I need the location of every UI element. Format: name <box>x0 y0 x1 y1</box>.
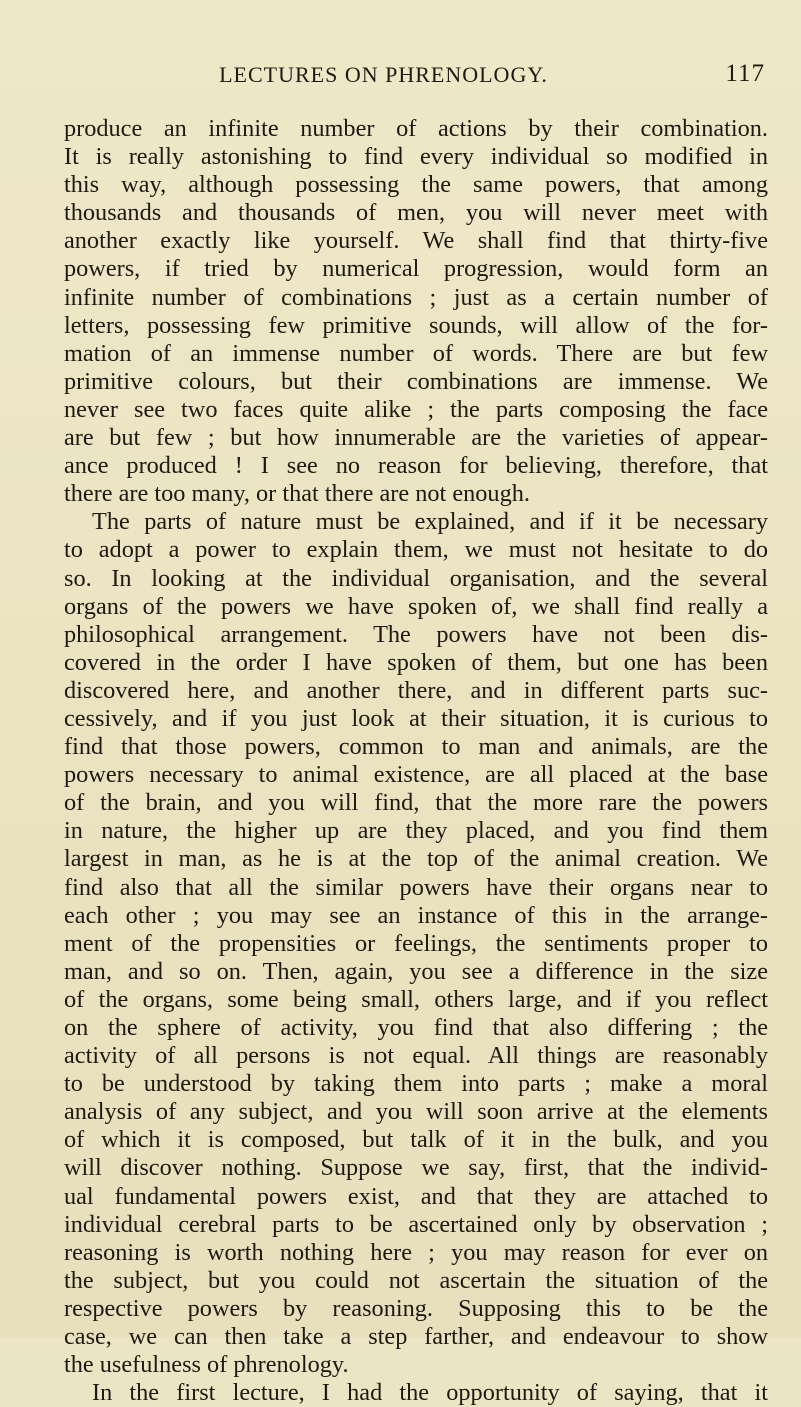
text-line: so. In looking at the individual organisation, and the several <box>64 564 768 592</box>
text-line: this way, although possessing the same powers, that among <box>64 171 768 199</box>
text-line: It is really astonishing to find every individual so modified in <box>64 143 768 171</box>
text-line: powers, if tried by numerical progression, would form an <box>64 255 768 283</box>
paragraph-end-line: the usefulness of phrenology. <box>64 1351 349 1379</box>
page-header <box>62 62 765 98</box>
text-line: analysis of any subject, and you will soon arrive at the elements <box>64 1098 768 1126</box>
text-line: the subject, but you could not ascertain the situation of the <box>64 1266 768 1294</box>
text-line: philosophical arrangement. The powers have not been dis- <box>64 620 768 648</box>
text-line: respective powers by reasoning. Supposing this to be the <box>64 1294 768 1322</box>
text-line: infinite number of combinations ; just as a certain number of <box>64 283 768 311</box>
text-line: each other ; you may see an instance of this in the arrange- <box>64 901 768 929</box>
text-line: primitive colours, but their combinations are immense. We <box>64 367 768 395</box>
text-line: ment of the propensities or feelings, the sentiments proper to <box>64 929 768 957</box>
paragraph-first-line: The parts of nature must be explained, and if it be necessary <box>92 508 768 536</box>
paragraph-first-line: In the first lecture, I had the opportunity of saying, that it <box>92 1379 768 1407</box>
text-line: reasoning is worth nothing here ; you may reason for ever on <box>64 1238 768 1266</box>
text-line: find also that all the similar powers have their organs near to <box>64 873 768 901</box>
text-line: powers necessary to animal existence, are all placed at the base <box>64 761 768 789</box>
text-line: activity of all persons is not equal. All things are reasonably <box>64 1042 768 1070</box>
text-line: of the brain, and you will find, that the more rare the powers <box>64 789 768 817</box>
text-line: man, and so on. Then, again, you see a difference in the size <box>64 957 768 985</box>
text-line: another exactly like yourself. We shall find that thirty-five <box>64 227 768 255</box>
text-line: of the organs, some being small, others large, and if you reflect <box>64 985 768 1013</box>
text-line: letters, possessing few primitive sounds, will allow of the for- <box>64 311 768 339</box>
text-line: largest in man, as he is at the top of the animal creation. We <box>64 845 768 873</box>
text-line: find that those powers, common to man and animals, are the <box>64 733 768 761</box>
body-text <box>64 115 768 1407</box>
text-line: to adopt a power to explain them, we must not hesitate to do <box>64 536 768 564</box>
text-line: organs of the powers we have spoken of, we shall find really a <box>64 592 768 620</box>
text-line: to be understood by taking them into parts ; make a moral <box>64 1070 768 1098</box>
running-head: LECTURES ON PHRENOLOGY. <box>219 62 548 87</box>
text-line: ance produced ! I see no reason for believing, therefore, that <box>64 452 768 480</box>
text-line: mation of an immense number of words. There are but few <box>64 339 768 367</box>
text-line: thousands and thousands of men, you will never meet with <box>64 199 768 227</box>
text-line: ual fundamental powers exist, and that they are attached to <box>64 1182 768 1210</box>
text-line: are but few ; but how innumerable are the varieties of appear- <box>64 424 768 452</box>
text-line: cessively, and if you just look at their situation, it is curious to <box>64 704 768 732</box>
text-line: discovered here, and another there, and in different parts suc- <box>64 676 768 704</box>
text-line: produce an infinite number of actions by their combination. <box>64 115 768 142</box>
text-line: individual cerebral parts to be ascertained only by observation ; <box>64 1210 768 1238</box>
text-line: case, we can then take a step farther, and endeavour to show <box>64 1323 768 1351</box>
text-line: of which it is composed, but talk of it in the bulk, and you <box>64 1126 768 1154</box>
paragraph-end-line: there are too many, or that there are not enough. <box>64 480 530 508</box>
text-line: on the sphere of activity, you find that also differing ; the <box>64 1014 768 1041</box>
text-line: in nature, the higher up are they placed, and you find them <box>64 817 768 845</box>
page-number: 117 <box>725 60 765 87</box>
text-line: covered in the order I have spoken of them, but one has been <box>64 648 768 676</box>
text-line: never see two faces quite alike ; the parts composing the face <box>64 395 768 423</box>
text-line: will discover nothing. Suppose we say, first, that the individ- <box>64 1154 768 1182</box>
